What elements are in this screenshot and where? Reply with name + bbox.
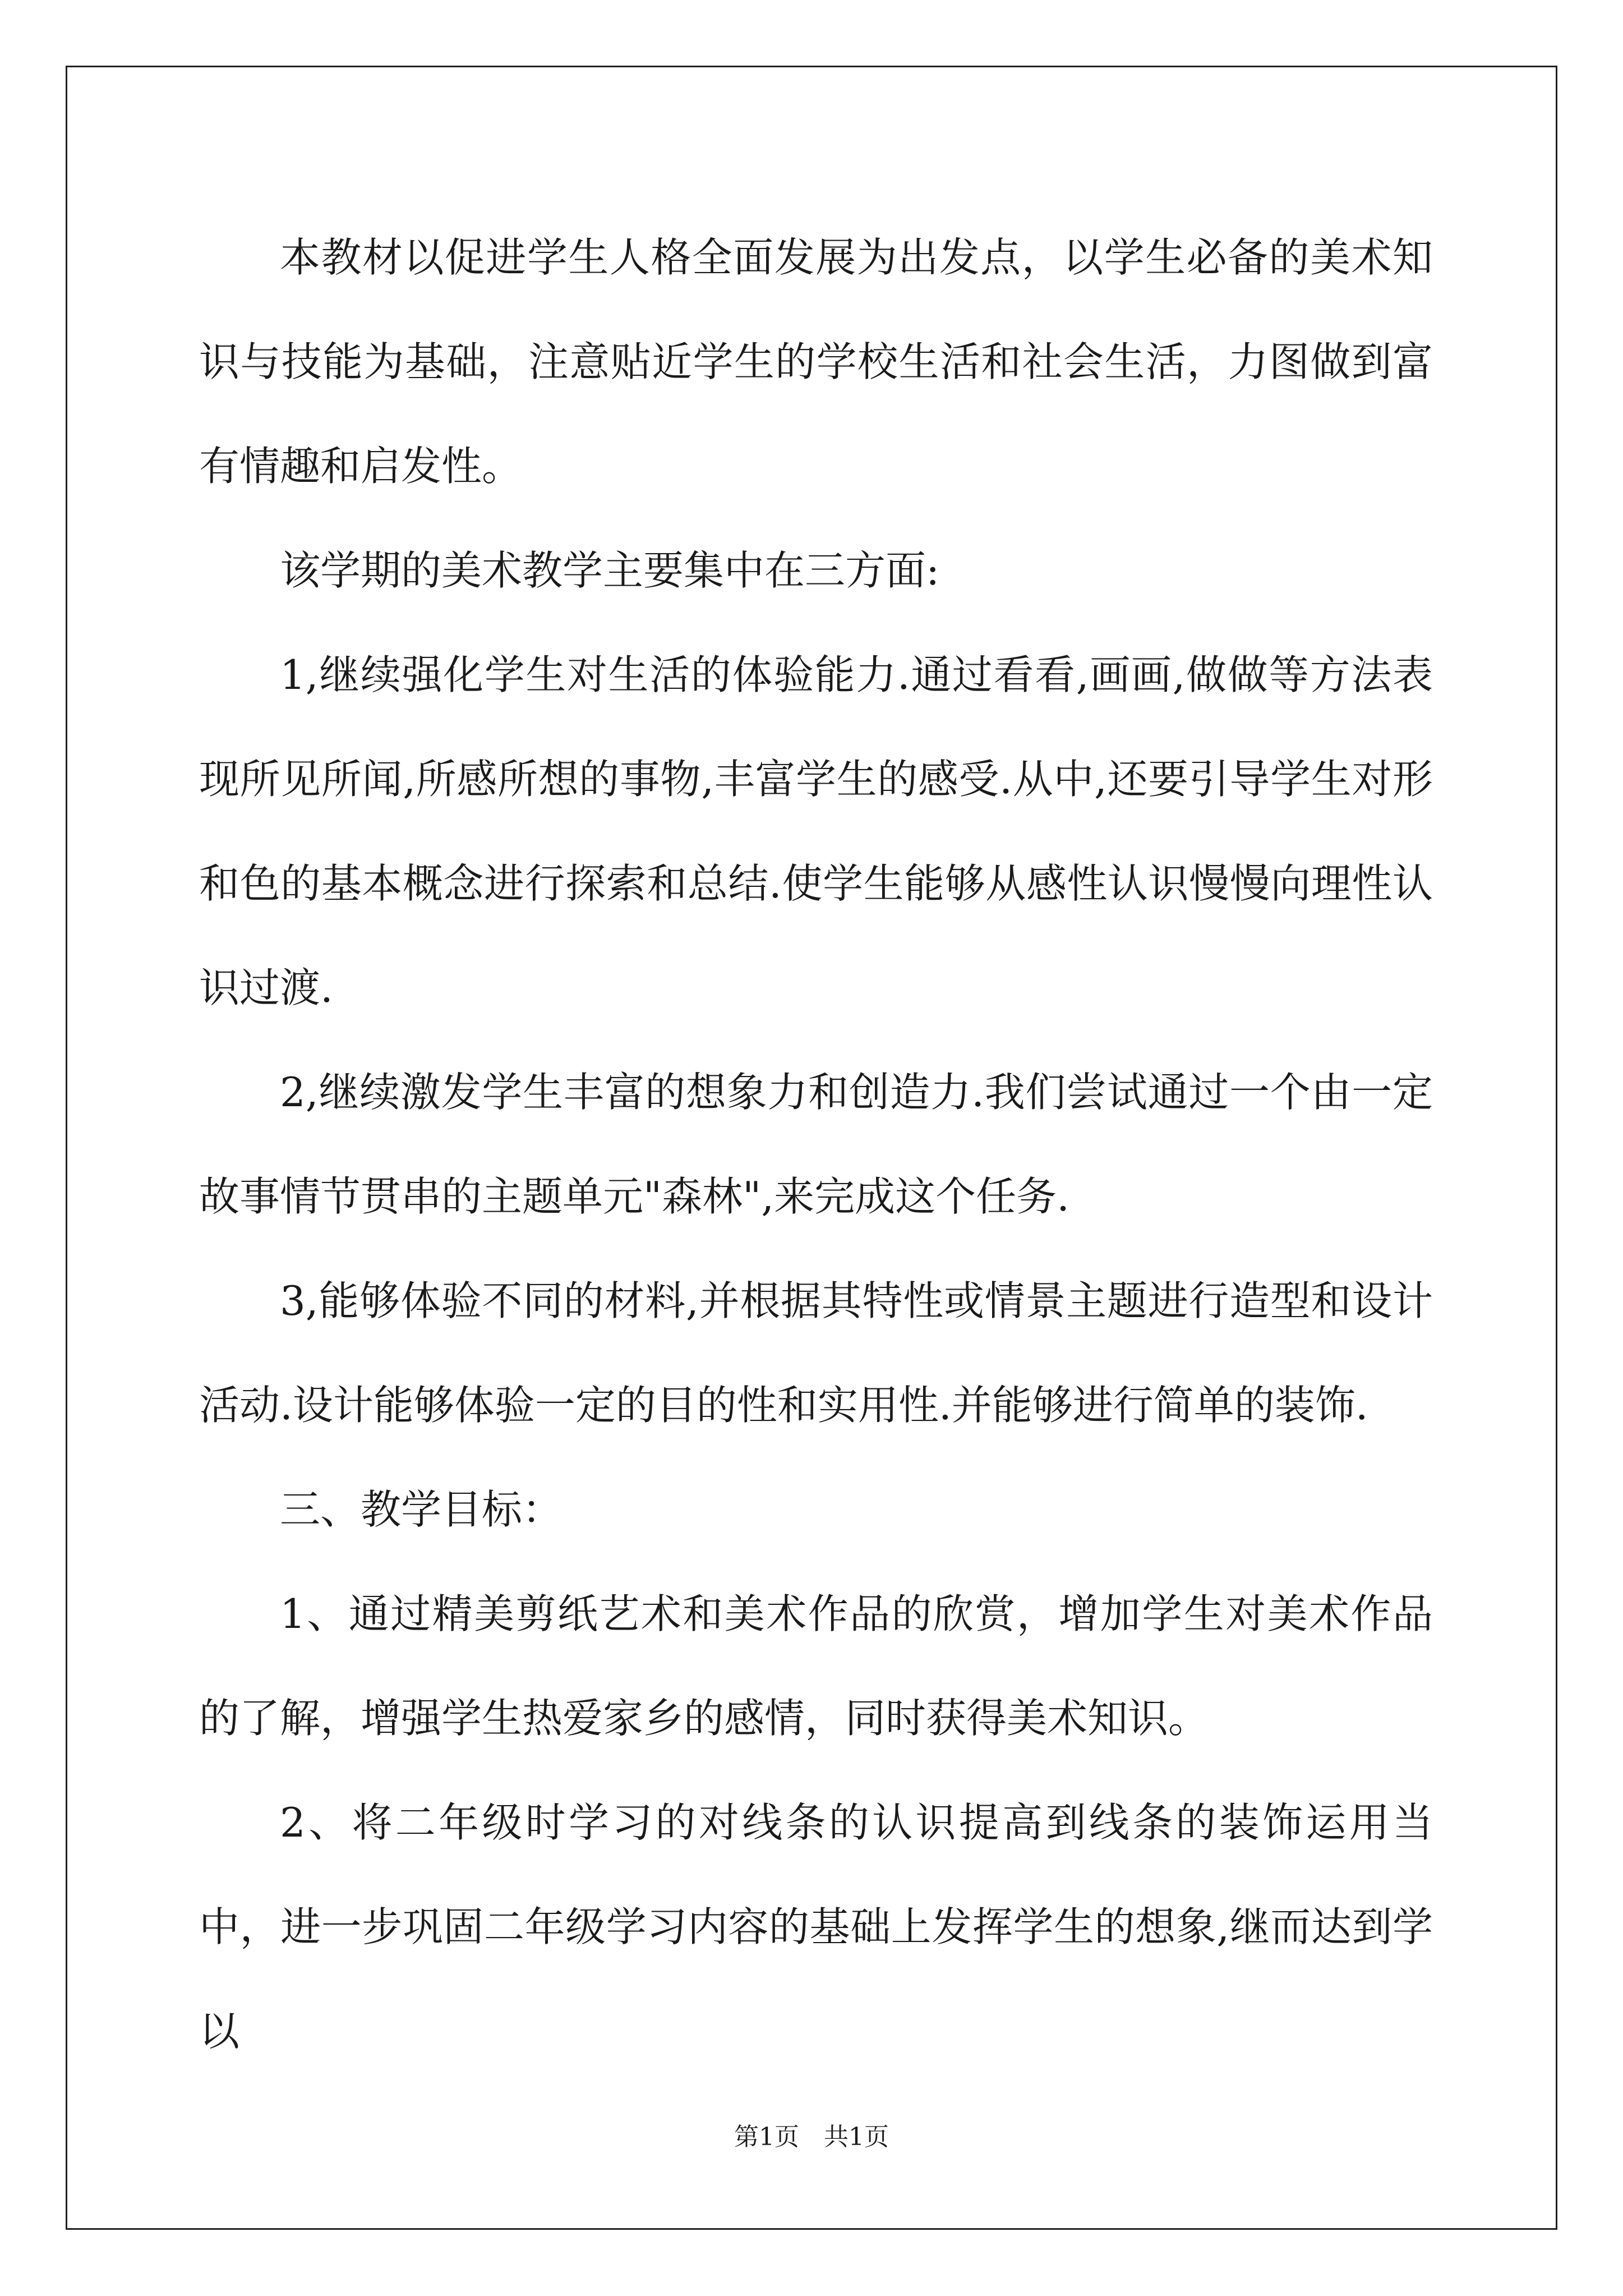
paragraph-point-3: 3,能够体验不同的材料,并根据其特性或情景主题进行造型和设计活动.设计能够体验一定的目的性和实用性.并能够进行简单的装饰. (199, 1277, 1433, 1429)
paragraph-point-2: 2,继续激发学生丰富的想象力和创造力.我们尝试通过一个由一定故事情节贯串的主题单元"森林",来完成这个任务. (199, 1069, 1433, 1220)
paragraph-goal-2: 2、将二年级时学习的对线条的认识提高到线条的装饰运用当中，进一步巩固二年级学习内容的基础上发挥学生的想象,继而达到学以 (199, 1799, 1433, 2055)
page-number-footer: 第1页 共1页 (734, 2123, 889, 2151)
paragraph-goal-1: 1、通过精美剪纸艺术和美术作品的欣赏，增加学生对美术作品的了解，增强学生热爱家乡的感情，同时获得美术知识。 (199, 1590, 1433, 1742)
paragraph-point-1: 1,继续强化学生对生活的体验能力.通过看看,画画,做做等方法表现所见所闻,所感所想的事物,丰富学生的感受.从中,还要引导学生对形和色的基本概念进行探索和总结.使学生能够从感性认识慢慢向理性认识过渡. (199, 651, 1433, 1011)
paragraph-semester-focus: 该学期的美术教学主要集中在三方面: (280, 547, 940, 594)
paragraph-intro: 本教材以促进学生人格全面发展为出发点，以学生必备的美术知识与技能为基础，注意贴近学生的学校生活和社会生活，力图做到富有情趣和启发性。 (199, 234, 1433, 490)
document-body (199, 205, 1433, 2083)
section-heading-teaching-goals: 三、教学目标： (280, 1486, 563, 1533)
